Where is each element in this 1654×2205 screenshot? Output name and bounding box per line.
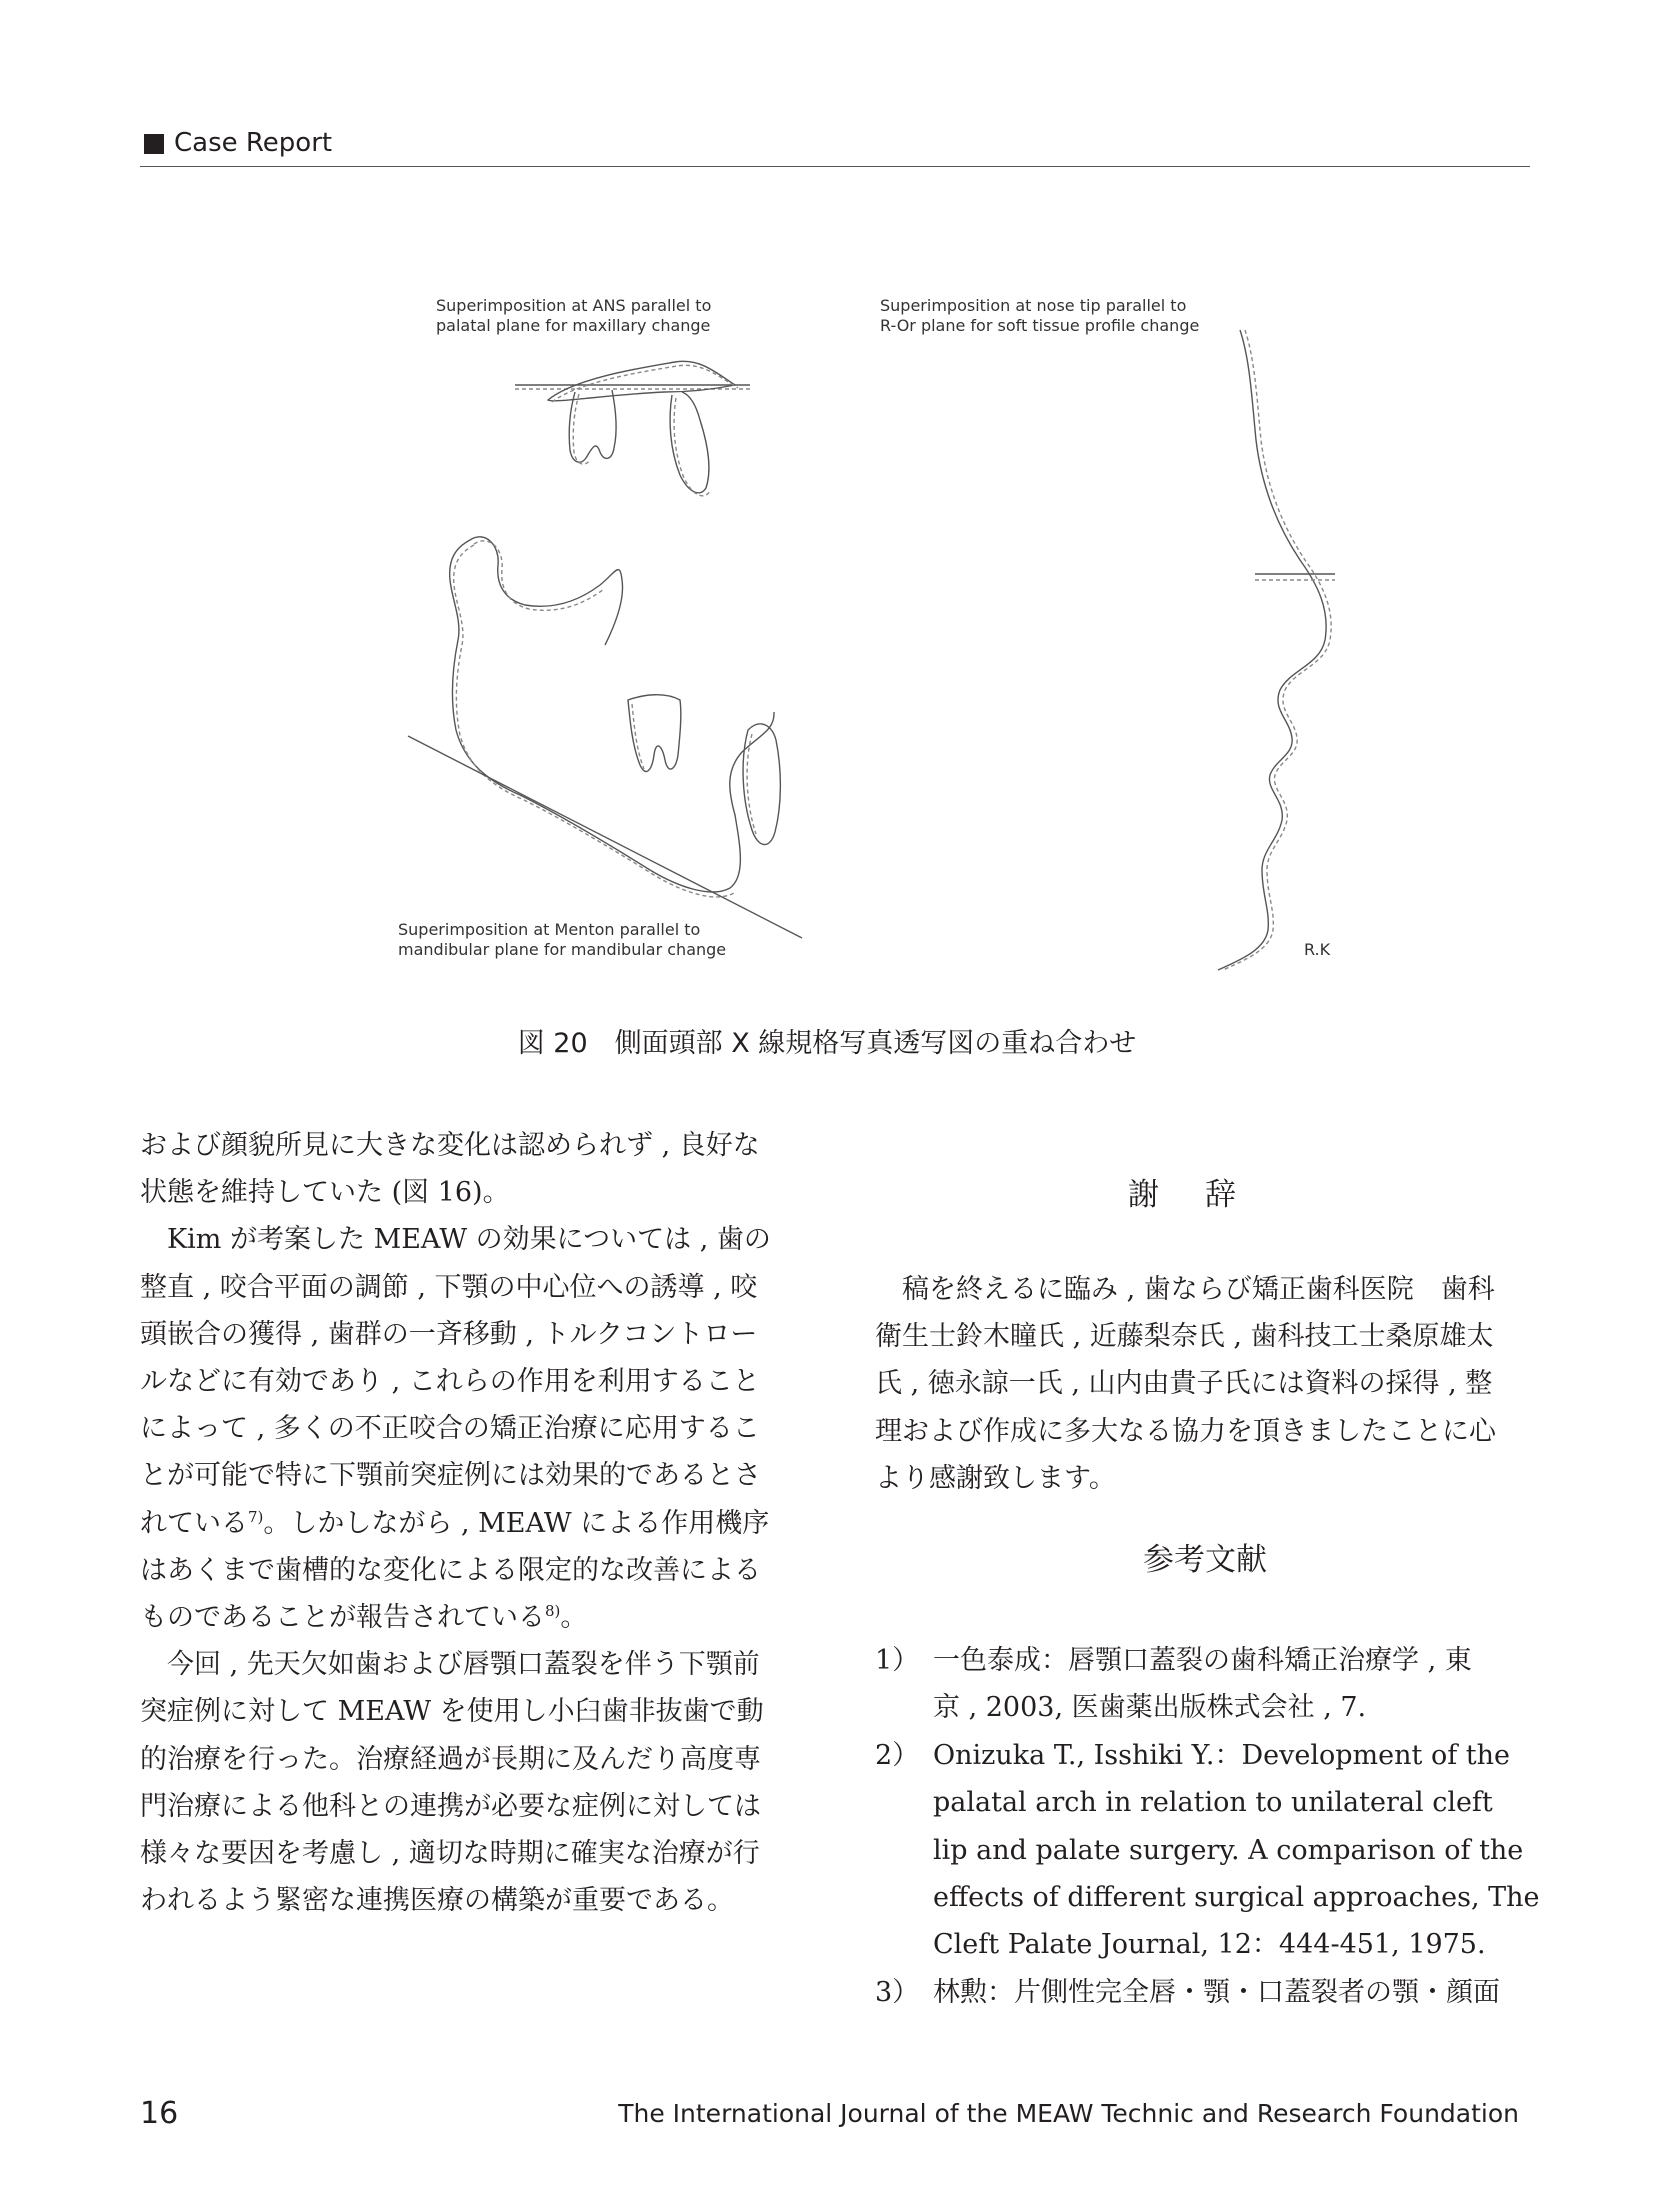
text-line: より感謝致します。 <box>875 1462 1116 1494</box>
reference-line: Onizuka T., Isshiki Y.：Development of the <box>933 1739 1510 1771</box>
text-line: 状態を維持していた (図 16)。 <box>140 1177 510 1209</box>
soft-tissue-label-line2: R-Or plane for soft tissue profile change <box>880 316 1200 335</box>
text-line: 稿を終えるに臨み , 歯ならび矯正歯科医院 歯科 <box>902 1274 1495 1305</box>
figure-caption: 図 20 側面頭部 X 線規格写真透写図の重ね合わせ <box>517 1028 1137 1059</box>
text-line: 氏 , 徳永諒一氏 , 山内由貴子氏には資料の採得 , 整 <box>875 1368 1493 1400</box>
profile-line <box>1218 330 1326 970</box>
cephalometric-figure <box>0 0 1654 1000</box>
reference-line: 林勲：片側性完全唇・顎・口蓋裂者の顎・顔面 <box>933 1976 1500 2008</box>
text-line <box>140 1594 800 1641</box>
journal-name: The International Journal of the MEAW Technic and Research Foundation <box>618 2099 1519 2128</box>
text-line: および顔貌所見に大きな変化は認められず , 良好な <box>140 1130 760 1161</box>
text-line: 整直 , 咬合平面の調節 , 下顎の中心位への誘導 , 咬 <box>140 1271 758 1303</box>
reference-line: palatal arch in relation to unilateral cleft <box>933 1787 1493 1819</box>
initials-label: R.K <box>1304 940 1331 959</box>
reference-line: 一色泰成：唇顎口蓋裂の歯科矯正治療学 , 東 <box>933 1645 1472 1676</box>
tracing-drawing <box>0 0 1654 1000</box>
text-line: はあくまで歯槽的な変化による限定的な改善による <box>140 1554 761 1586</box>
acknowledgment-text <box>875 1266 1535 1502</box>
mandible-tracing <box>408 537 802 938</box>
text-line: 様々な要因を考慮し , 適切な時期に確実な治療が行 <box>140 1838 760 1870</box>
text-fragment: 。しかしながら , MEAW による作用機序 <box>263 1507 770 1539</box>
section-title: Case Report <box>174 128 333 158</box>
citation-7: 7) <box>248 1507 264 1526</box>
soft-tissue-label-line1: Superimposition at nose tip parallel to <box>880 296 1187 315</box>
citation-8: 8) <box>545 1602 561 1621</box>
text-line <box>140 1500 800 1547</box>
text-line: 頭嵌合の獲得 , 歯群の一斉移動 , トルクコントロー <box>140 1318 758 1350</box>
text-line: 的治療を行った。治療経過が長期に及んだり高度専 <box>140 1743 761 1775</box>
palate-outline <box>548 361 735 401</box>
text-line: Kim が考案した MEAW の効果については , 歯の <box>167 1224 771 1256</box>
text-fragment: ものであることが報告されている <box>140 1602 545 1634</box>
left-column <box>140 1122 800 1924</box>
mandible-label-line1: Superimposition at Menton parallel to <box>398 920 701 939</box>
reference-line: lip and palate surgery. A comparison of the <box>933 1834 1524 1866</box>
soft-tissue-profile <box>1218 330 1335 970</box>
text-line: ルなどに有効であり , これらの作用を利用すること <box>140 1366 760 1398</box>
mandible-outline <box>450 540 774 892</box>
text-line: 今回 , 先天欠如歯および唇顎口蓋裂を伴う下顎前 <box>167 1649 760 1681</box>
ramus-notch <box>470 537 623 645</box>
acknowledgment-heading: 謝辞 <box>1128 1177 1282 1213</box>
reference-item <box>875 1732 1540 1969</box>
reference-number: 1） <box>875 1645 920 1676</box>
reference-line: Cleft Palate Journal, 12：444-451, 1975. <box>933 1929 1486 1961</box>
reference-number: 3） <box>875 1976 920 2008</box>
reference-item <box>875 1637 1535 1732</box>
maxilla-tracing <box>515 361 750 496</box>
maxilla-label-line2: palatal plane for maxillary change <box>436 316 711 335</box>
text-line: 門治療による他科との連携が必要な症例に対しては <box>140 1790 761 1822</box>
mandibular-incisor <box>743 724 780 845</box>
page-number: 16 <box>140 2096 179 2131</box>
reference-line: 京 , 2003, 医歯薬出版株式会社 , 7. <box>933 1692 1367 1724</box>
text-line: 突症例に対して MEAW を使用し小臼歯非抜歯で動 <box>140 1696 764 1728</box>
text-line: 衛生士鈴木瞳氏 , 近藤梨奈氏 , 歯科技工士桑原雄太 <box>875 1321 1494 1353</box>
text-line: 理および作成に多大なる協力を頂きましたことに心 <box>875 1415 1496 1447</box>
text-fragment: 。 <box>560 1602 588 1634</box>
text-line: とが可能で特に下顎前突症例には効果的であるとさ <box>140 1460 761 1492</box>
references-heading: 参考文献 <box>1143 1542 1267 1578</box>
text-line: われるよう緊密な連携医療の構築が重要である。 <box>140 1885 734 1917</box>
maxilla-label-line1: Superimposition at ANS parallel to <box>436 296 712 315</box>
mandible-label-line2: mandibular plane for mandibular change <box>398 940 727 959</box>
maxillary-molar <box>569 390 616 462</box>
text-line: によって , 多くの不正咬合の矯正治療に応用するこ <box>140 1413 760 1445</box>
reference-line: effects of different surgical approaches, The <box>933 1882 1540 1914</box>
reference-number: 2） <box>875 1739 920 1771</box>
reference-item <box>875 1969 1535 2016</box>
reference-list <box>875 1637 1540 2016</box>
text-fragment: れている <box>140 1507 248 1539</box>
